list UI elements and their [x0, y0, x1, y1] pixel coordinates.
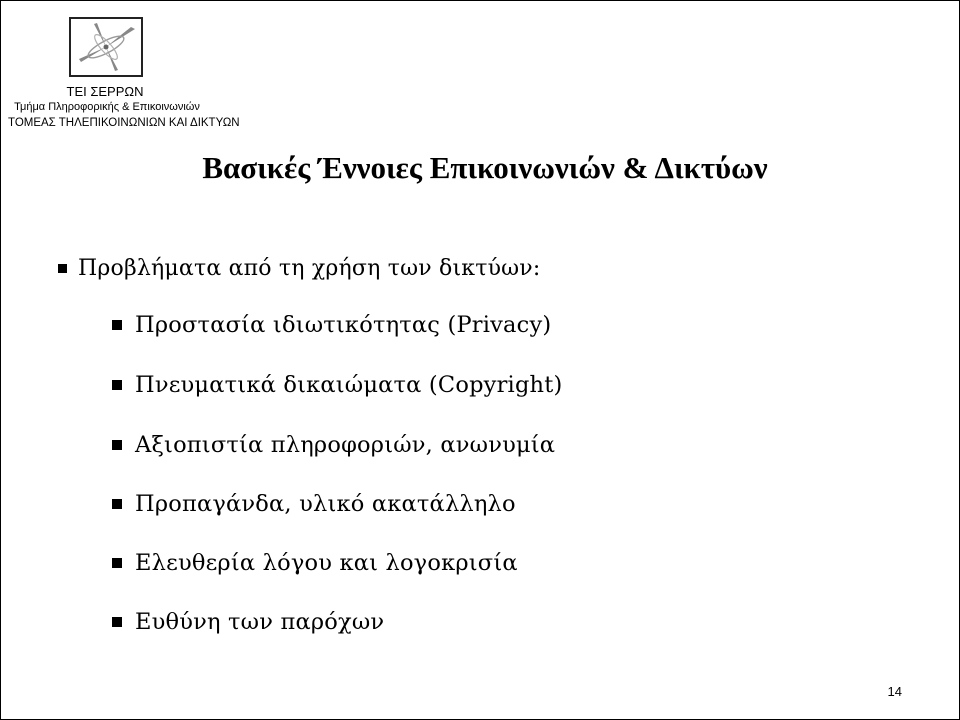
sub-bullet-item: [112, 432, 555, 458]
slide-title: Βασικές Έννοιες Επικοινωνιών & Δικτύων: [202, 150, 768, 185]
square-bullet-icon: [112, 617, 122, 627]
square-bullet-icon: [112, 380, 122, 390]
institution-name: ΤΕΙ ΣΕΡΡΩΝ: [66, 84, 144, 99]
sub-bullet-text: Αξιοπιστία πληροφοριών, ανωνυμία: [135, 432, 556, 458]
sub-bullet-text: Προπαγάνδα, υλικό ακατάλληλο: [135, 491, 516, 517]
sub-bullet-item: [112, 491, 516, 517]
main-bullet-text: Προβλήματα από τη χρήση των δικτύων:: [78, 256, 541, 281]
square-bullet-icon: [112, 440, 122, 450]
square-bullet-icon: [112, 558, 122, 568]
sub-bullet-item: [112, 372, 562, 398]
swoosh-logo-icon: [71, 19, 141, 75]
division-name: ΤΟΜΕΑΣ ΤΗΛΕΠΙΚΟΙΝΩΝΙΩΝ ΚΑΙ ΔΙΚΤΥΩΝ: [8, 117, 240, 129]
sub-bullet-text: Πνευματικά δικαιώματα (Copyright): [135, 372, 563, 398]
square-bullet-icon: [112, 499, 122, 509]
sub-bullet-item: [112, 550, 518, 576]
sub-bullet-text: Προστασία ιδιωτικότητας (Privacy): [135, 312, 552, 338]
square-bullet-icon: [112, 320, 122, 330]
sub-bullet-text: Ελευθερία λόγου και λογοκρισία: [135, 550, 518, 576]
sub-bullet-text: Ευθύνη των παρόχων: [135, 609, 385, 635]
square-bullet-icon: [58, 264, 67, 273]
institution-logo: [69, 17, 143, 77]
department-name: Τμήμα Πληροφορικής & Επικοινωνιών: [14, 101, 200, 113]
main-bullet-item: [58, 256, 541, 281]
sub-bullet-item: [112, 312, 551, 338]
page-number: 14: [887, 684, 902, 699]
sub-bullet-item: [112, 609, 384, 635]
